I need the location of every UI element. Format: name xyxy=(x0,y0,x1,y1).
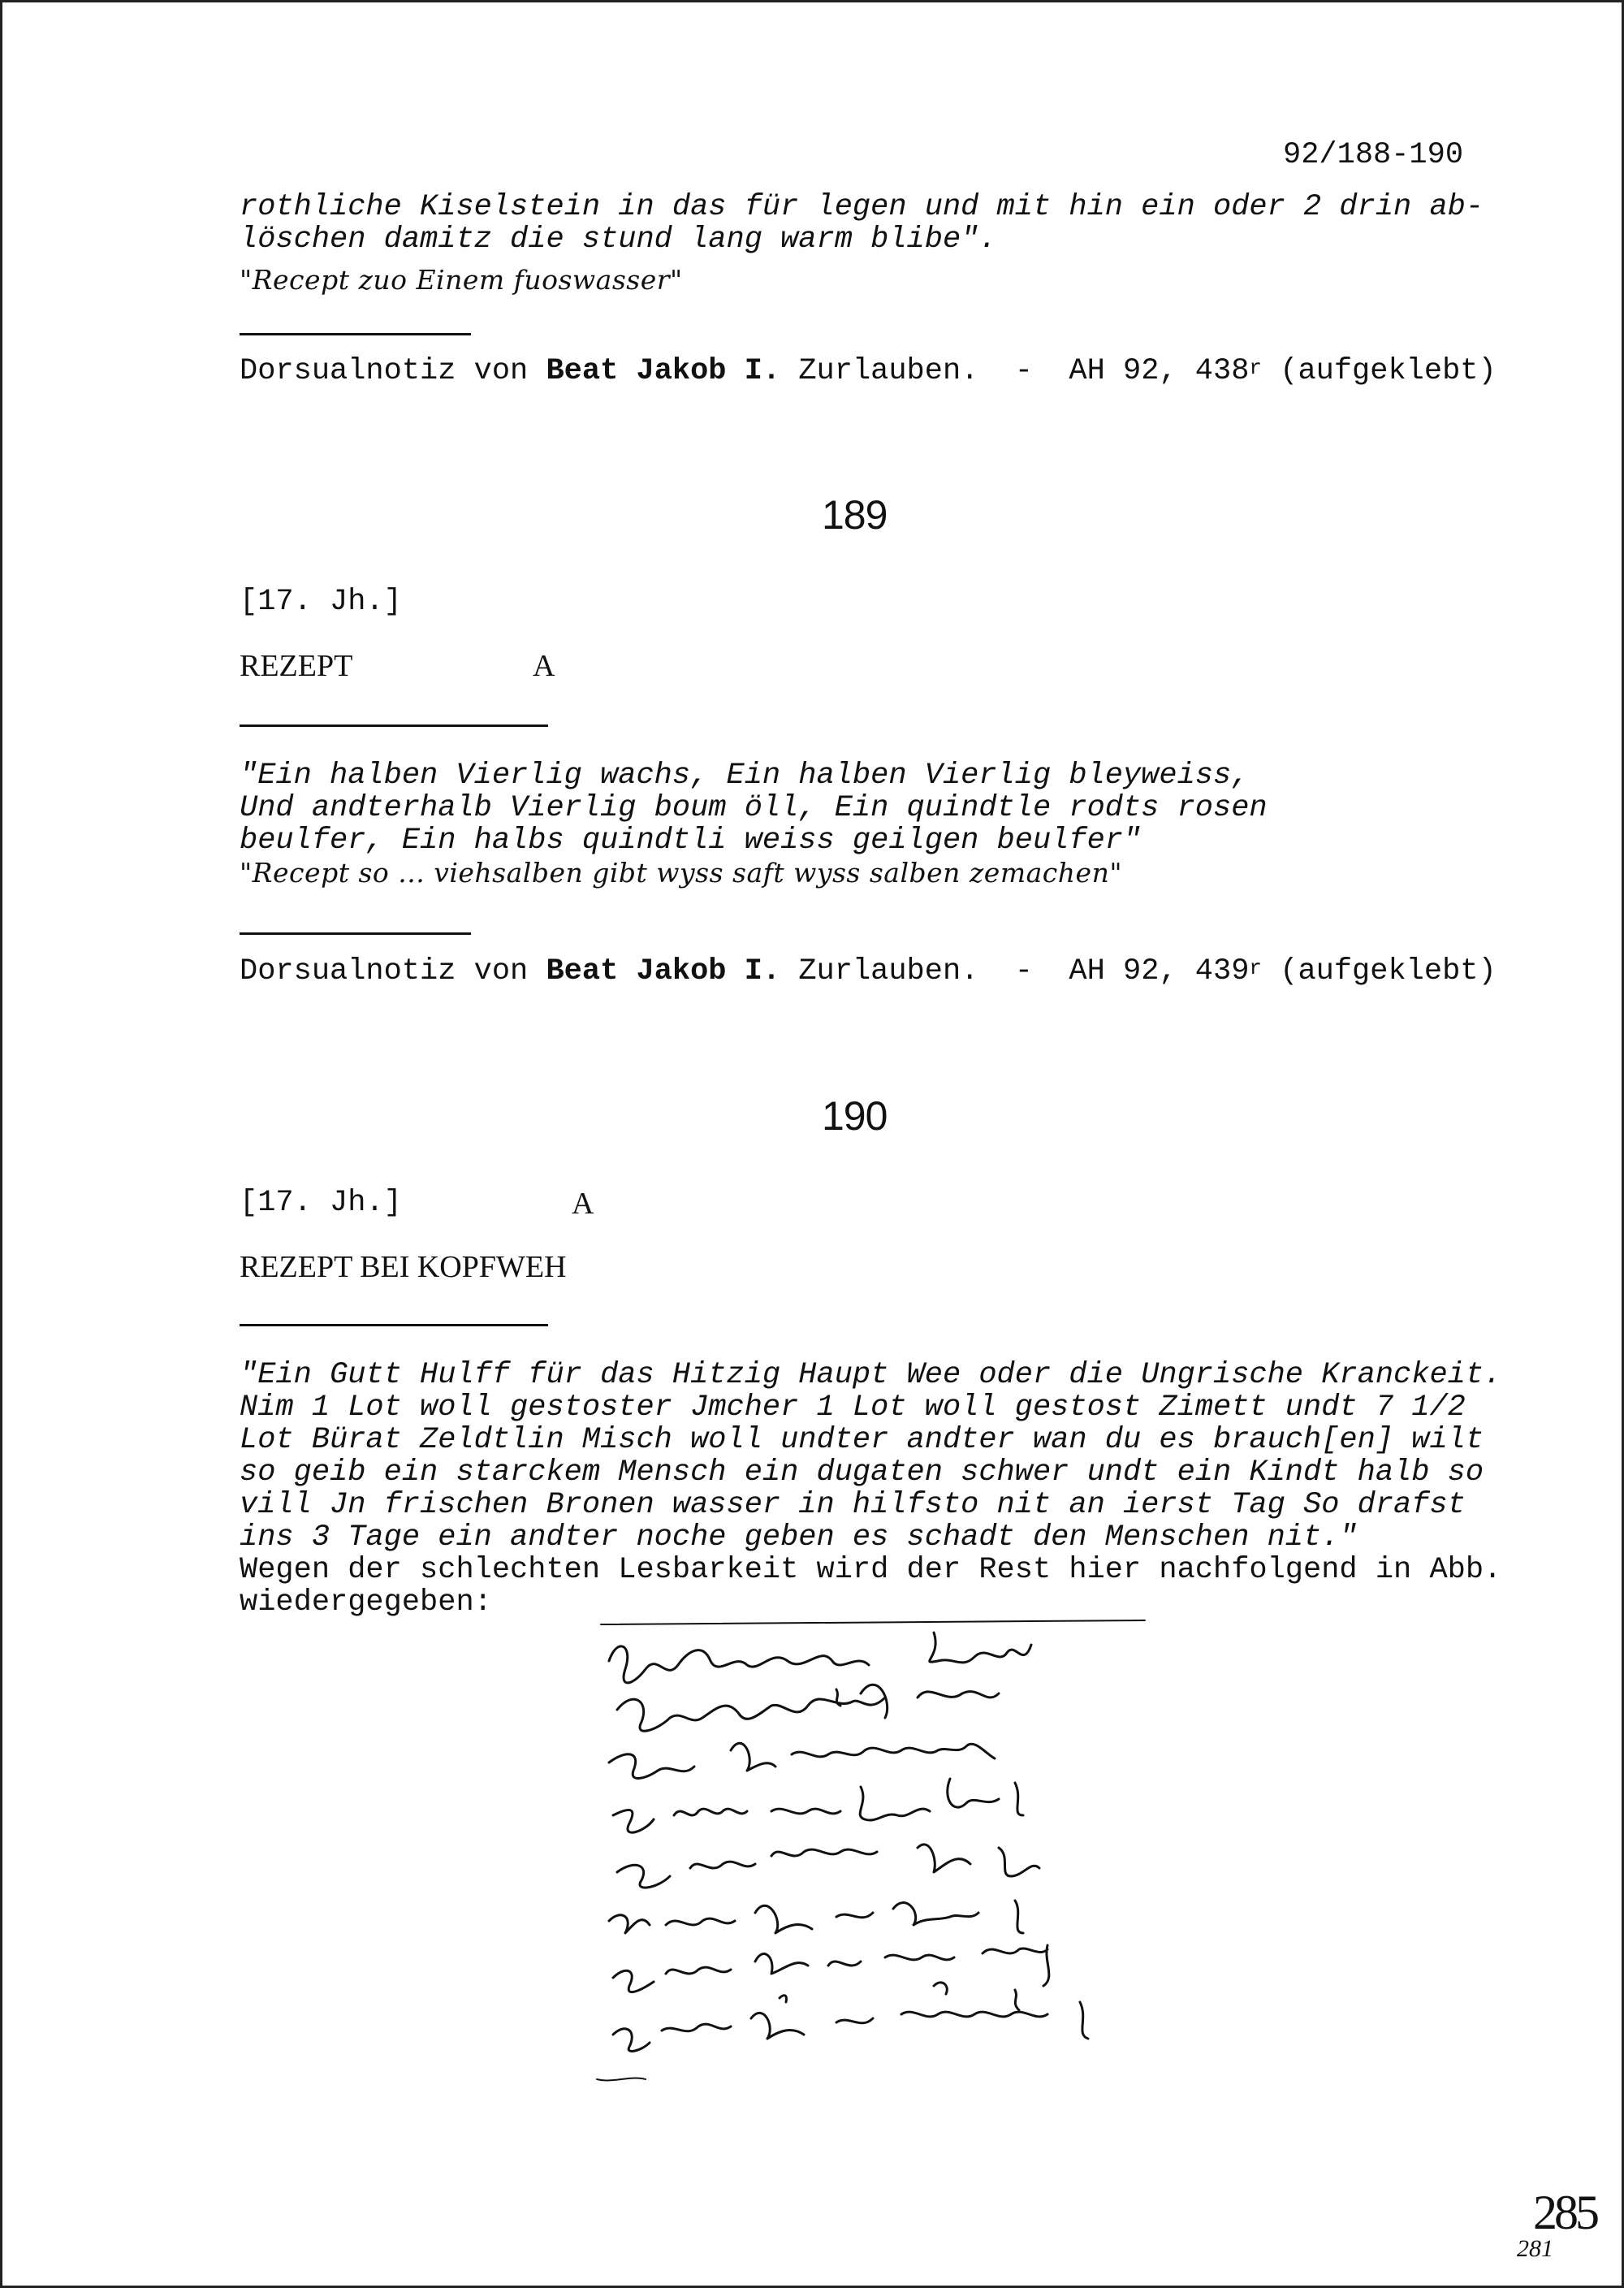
page-number: 285 xyxy=(1533,2186,1596,2239)
dorsal-suffix: (aufgeklebt) xyxy=(1262,354,1497,388)
dorsal-author: Beat Jakob I. xyxy=(546,954,781,988)
divider-rule xyxy=(240,932,471,935)
dorsal-author: Beat Jakob I. xyxy=(546,354,781,388)
dorsal-prefix: Dorsualnotiz von xyxy=(240,354,546,388)
entry190-title: REZEPT BEI KOPFWEH xyxy=(240,1250,567,1284)
entry190-number: 190 xyxy=(822,1093,888,1139)
handwriting-strokes xyxy=(593,1612,1161,2108)
page-number-handwritten: 281 xyxy=(1517,2235,1553,2262)
entry190-note xyxy=(240,1554,1501,1619)
quote-line: "Ein halben Vierlig wachs, Ein halben Vierlig bleyweiss, xyxy=(240,759,1250,793)
divider-rule xyxy=(240,1324,548,1326)
quote-line: "Ein Gutt Hulff für das Hitzig Haupt Wee oder die Ungrische Kranckeit. xyxy=(240,1358,1502,1392)
divider-rule xyxy=(240,724,548,727)
dorsal-prefix: Dorsualnotiz von xyxy=(240,954,546,988)
entry189-number: 189 xyxy=(822,492,888,538)
handwritten-facsimile-image xyxy=(593,1612,1161,2108)
entry188-line: rothliche Kiselstein in das für legen und mit hin ein oder 2 drin ab- xyxy=(240,190,1484,224)
quote-line: vill Jn frischen Bronen wasser in hilfsto nit an ierst Tag So drafst xyxy=(240,1488,1466,1522)
dorsal-suffix: (aufgeklebt) xyxy=(1262,954,1497,988)
dorsal-reference: Zurlauben. - AH 92, 438 xyxy=(780,354,1250,388)
entry188-dorsal-note xyxy=(240,354,1497,388)
entry190-date: [17. Jh.] xyxy=(240,1186,402,1220)
divider-rule xyxy=(240,333,471,335)
entry190-letter: A xyxy=(572,1187,594,1221)
quote-line: Lot Bürat Zeldtlin Misch woll undter andter wan du es brauch[en] wilt xyxy=(240,1423,1484,1457)
note-line: Wegen der schlechten Lesbarkeit wird der Rest hier nachfolgend in Abb. xyxy=(240,1553,1502,1587)
entry189-date: [17. Jh.] xyxy=(240,585,402,619)
entry189-quote xyxy=(240,759,1268,857)
dorsal-recto-mark: r xyxy=(1249,356,1263,380)
entry189-title: REZEPT xyxy=(240,649,353,683)
entry188-line: löschen damitz die stund lang warm blibe". xyxy=(240,223,997,257)
quote-line: Nim 1 Lot woll gestoster Jmcher 1 Lot woll gestost Zimett undt 7 1/2 xyxy=(240,1391,1466,1425)
quote-line: Und andterhalb Vierlig boum öll, Ein quindtle rodts rosen xyxy=(240,791,1268,825)
quote-line: beulfer, Ein halbs quindtli weiss geilgen beulfer" xyxy=(240,824,1142,858)
entry189-letter: A xyxy=(533,649,555,683)
dorsal-recto-mark: r xyxy=(1249,956,1263,980)
entry189-dorsal-note xyxy=(240,954,1497,988)
quote-line: ins 3 Tage ein andter noche geben es schadt den Menschen nit." xyxy=(240,1520,1358,1555)
dorsal-reference: Zurlauben. - AH 92, 439 xyxy=(780,954,1250,988)
entry190-quote xyxy=(240,1359,1501,1554)
document-reference: 92/188-190 xyxy=(1283,138,1464,172)
entry189-recept-title: "Recept so ... viehsalben gibt wyss saft wyss salben zemachen" xyxy=(240,857,1122,889)
quote-line: so geib ein starckem Mensch ein dugaten schwer undt ein Kindt halb so xyxy=(240,1455,1484,1490)
entry188-recept-title: "Recept zuo Einem fuoswasser" xyxy=(240,264,683,296)
note-line: wiedergegeben: xyxy=(240,1585,492,1620)
entry188-text xyxy=(240,191,1484,256)
